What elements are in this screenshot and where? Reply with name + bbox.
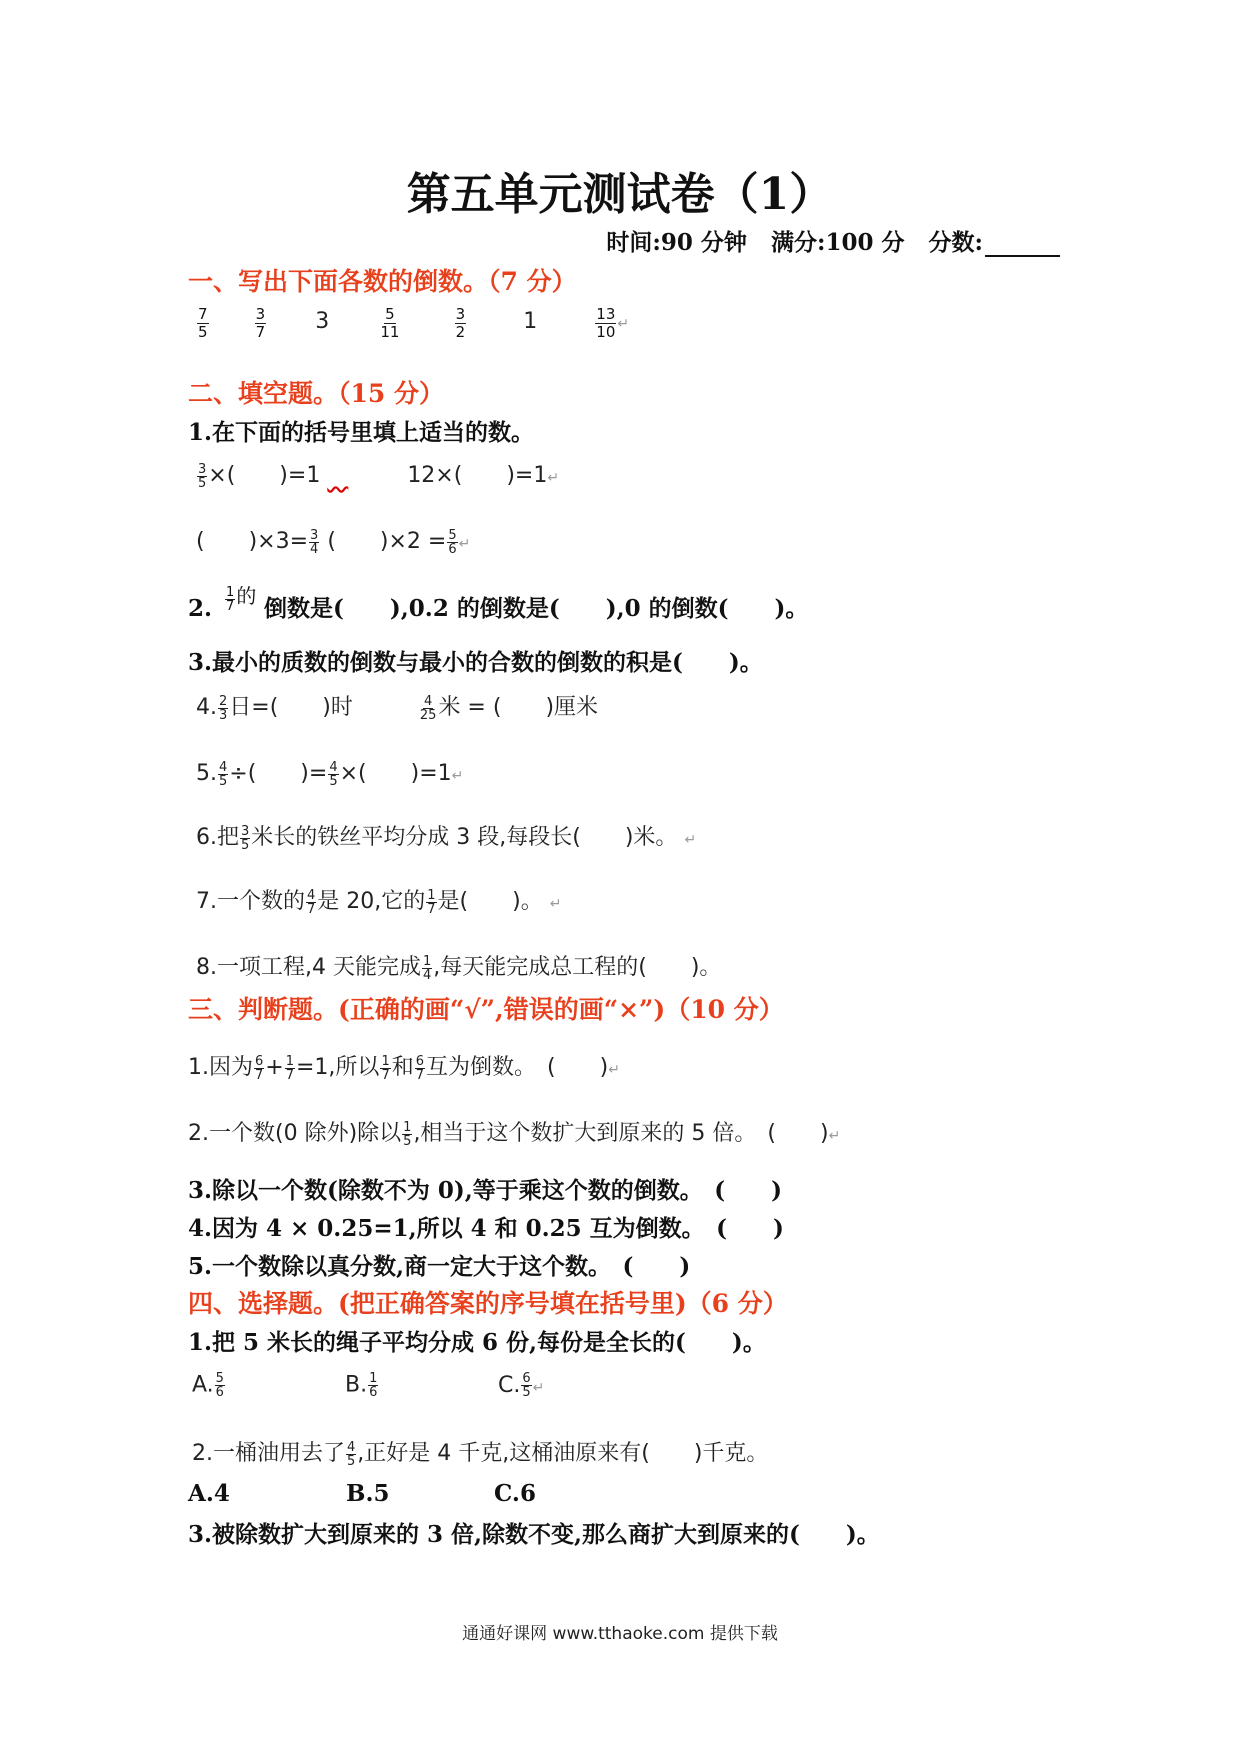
choice-q1-options	[192, 1372, 544, 1399]
page-title: 第五单元测试卷（1）	[406, 169, 834, 220]
fraction: $\frac{6}{7}$	[255, 1053, 264, 1083]
reciprocal-item-6: 1	[523, 309, 538, 334]
fraction: $\frac{1}{5}$	[403, 1119, 412, 1149]
fill-q8: 8.一项工程,4 天能完成 $\frac{1}{4}$ ,每天能完成总工程的( )。	[196, 953, 722, 983]
reciprocal-item-2: $\frac{3}{7}$	[255, 305, 266, 341]
fill-q5: 5. $\frac{4}{5}$ ÷( )= $\frac{4}{5}$ ×( )=1↵	[196, 759, 464, 789]
fill-q4: 4. $\frac{2}{3}$ 日=( )时 $\frac{4}{25}$ 米 = ( )厘米	[196, 693, 599, 723]
fraction: $\frac{3}{4}$	[310, 527, 319, 557]
fill-q3: 3.最小的质数的倒数与最小的合数的倒数的积是( )。	[188, 649, 763, 676]
choice-q3: 3.被除数扩大到原来的 3 倍,除数不变,那么商扩大到原来的( )。	[188, 1521, 880, 1548]
section2-title: 二、填空题。（15 分）	[188, 379, 444, 408]
fill-q1-row2: ( )×3= $\frac{3}{4}$ ( )×2 = $\frac{5}{6}$ ↵	[196, 527, 471, 557]
fraction: $\frac{4}{5}$	[219, 759, 228, 789]
fraction: $\frac{3}{5}$	[198, 461, 207, 491]
fraction: $\frac{1}{7}$	[381, 1053, 390, 1083]
score-blank[interactable]	[985, 231, 1060, 257]
full-score-info: 满分:100 分	[770, 229, 905, 256]
reciprocal-item-1: $\frac{7}{5}$	[198, 305, 208, 341]
judge-q5: 5.一个数除以真分数,商一定大于这个数。 ( )	[188, 1253, 691, 1280]
fraction: $\frac{4}{7}$	[307, 887, 316, 917]
fraction: $\frac{6}{7}$	[415, 1053, 425, 1083]
section1-title: 一、写出下面各数的倒数。（7 分）	[188, 267, 577, 296]
option-b[interactable]: B.5	[346, 1480, 390, 1507]
choice-q1: 1.把 5 米长的绳子平均分成 6 份,每份是全长的( )。	[188, 1329, 766, 1356]
reciprocal-item-3: 3	[315, 309, 330, 334]
fraction: $\frac{4}{25}$	[419, 693, 437, 723]
option-b[interactable]: B. $\frac{1}{6}$	[345, 1371, 378, 1400]
fraction: $\frac{4}{5}$	[329, 759, 338, 789]
fraction: $\frac{1}{4}$	[422, 953, 432, 983]
fraction: $\frac{4}{5}$	[347, 1439, 356, 1469]
fraction: $\frac{1}{7}$	[427, 887, 436, 917]
fill-q1-row1: $\frac{3}{5}$ ×( )=1 12×( )=1↵	[198, 461, 560, 491]
fraction: $\frac{5}{6}$	[448, 527, 457, 557]
return-mark-icon: ↵	[617, 316, 630, 332]
footer-source: 通通好课网 www.tthaoke.com 提供下载	[462, 1624, 778, 1644]
judge-q1: 1.因为 $\frac{6}{7}$ + $\frac{1}{7}$ =1,所以 $\frac{1}{7}$ 和 $\frac{6}{7}$ 互为倒数。 ( )↵	[188, 1053, 620, 1083]
reciprocal-item-7: $\frac{13}{10}$	[596, 305, 616, 341]
judge-q2: 2.一个数(0 除外)除以 $\frac{1}{5}$ ,相当于这个数扩大到原来的 5 倍。 ( )↵	[188, 1119, 841, 1149]
fill-q2: 2. $\frac{1}{7}$ 的 倒数是( ),0.2 的倒数是( ),0 的倒数( )。	[188, 584, 809, 622]
time-info: 时间:90 分钟	[606, 229, 747, 256]
choice-q2-options	[188, 1480, 536, 1507]
fraction: $\frac{3}{5}$	[241, 823, 250, 853]
fill-q7: 7.一个数的 $\frac{4}{7}$ 是 20,它的 $\frac{1}{7}$ 是( )。 ↵	[196, 887, 562, 917]
section3-title: 三、判断题。(正确的画“√”,错误的画“×”)（10 分）	[188, 995, 784, 1024]
reciprocal-item-4: $\frac{5}{11}$	[380, 305, 400, 341]
option-a[interactable]: A.4	[188, 1480, 230, 1507]
choice-q2: 2.一桶油用去了 $\frac{4}{5}$ ,正好是 4 千克,这桶油原来有( )千克。	[192, 1439, 769, 1469]
fraction: $\frac{2}{3}$	[219, 693, 228, 723]
judge-q4: 4.因为 4 × 0.25=1,所以 4 和 0.25 互为倒数。 ( )	[188, 1215, 784, 1242]
option-a[interactable]: A. $\frac{5}{6}$	[192, 1371, 224, 1400]
judge-q3: 3.除以一个数(除数不为 0),等于乘这个数的倒数。 ( )	[188, 1177, 783, 1204]
section4-title: 四、选择题。(把正确答案的序号填在括号里)（6 分）	[188, 1289, 788, 1318]
fraction: $\frac{1}{7}$	[226, 584, 235, 614]
exam-meta	[606, 224, 1060, 257]
fill-q1: 1.在下面的括号里填上适当的数。	[188, 419, 535, 446]
fraction: $\frac{1}{7}$	[285, 1053, 294, 1083]
fill-q6: 6.把 $\frac{3}{5}$ 米长的铁丝平均分成 3 段,每段长( )米。 ↵	[196, 823, 697, 853]
score-label: 分数:	[928, 229, 983, 256]
reciprocal-items	[196, 306, 629, 341]
reciprocal-item-5: $\frac{3}{2}$	[455, 305, 466, 341]
option-c[interactable]: C. $\frac{6}{5}$ ↵	[498, 1371, 545, 1400]
option-c[interactable]: C.6	[494, 1480, 536, 1507]
